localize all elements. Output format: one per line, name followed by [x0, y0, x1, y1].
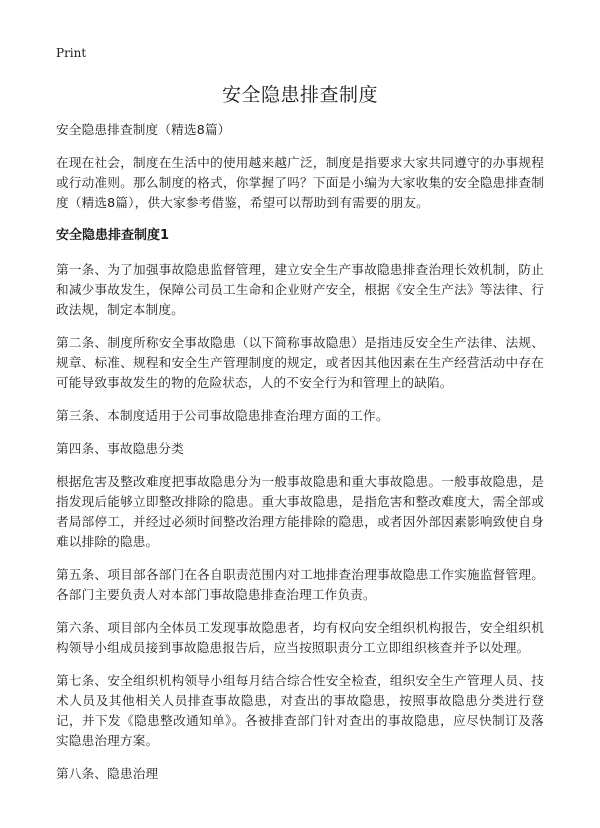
section-heading: 安全隐患排查制度1 [56, 228, 170, 243]
article-paragraph: 第二条、制度所称安全事故隐患（以下简称事故隐患）是指违反安全生产法律、法规、规章、标准、规程和安全生产管理制度的规定，或者因其他因素在生产经营活动中存在可能导致事故发生的物的危险状态，人的不安全行为和管理上的缺陷。 [56, 335, 544, 390]
document-subtitle: 安全隐患排查制度（精选8篇） [56, 122, 231, 137]
article-paragraph: 第五条、项目部各部门在各自职责范围内对工地排查治理事故隐患工作实施监督管理。各部门主要负责人对本部门事故隐患排查治理工作负责。 [56, 567, 544, 602]
intro-paragraph: 在现在社会，制度在生活中的使用越来越广泛，制度是指要求大家共同遵守的办事规程或行动准则。那么制度的格式，你掌握了吗？下面是小编为大家收集的安全隐患排查制度（精选8篇），供大家参考借鉴，希望可以帮助到有需要的朋友。 [56, 155, 544, 210]
article-paragraph: 根据危害及整改难度把事故隐患分为一般事故隐患和重大事故隐患。一般事故隐患，是指发现后能够立即整改排除的隐患。重大事故隐患，是指危害和整改难度大，需全部或者局部停工，并经过必须时间整改治理方能排除的隐患，或者因外部因素影响致使自身难以排除的隐患。 [56, 474, 544, 549]
print-link[interactable]: Print [56, 46, 87, 60]
article-paragraph: 第七条、安全组织机构领导小组每月结合综合性安全检查，组织安全生产管理人员、技术人员及其他相关人员排查事故隐患，对查出的事故隐患，按照事故隐患分类进行登记，并下发《隐患整改通知单》。各被排查部门针对查出的事故隐患，应尽快制订及落实隐患治理方案。 [56, 673, 544, 748]
article-paragraph: 第八条、隐患治理 [56, 766, 159, 781]
article-paragraph: 第一条、为了加强事故隐患监督管理，建立安全生产事故隐患排查治理长效机制，防止和减少事故发生，保障公司员工生命和企业财产安全，根据《安全生产法》等法律、行政法规，制定本制度。 [56, 262, 544, 317]
article-paragraph: 第六条、项目部内全体员工发现事故隐患者，均有权向安全组织机构报告，安全组织机构领导小组成员接到事故隐患报告后，应当按照职责分工立即组织核查并予以处理。 [56, 620, 544, 655]
document-body [56, 120, 544, 797]
page-title: 安全隐患排查制度 [221, 84, 378, 106]
article-paragraph: 第三条、本制度适用于公司事故隐患排查治理方面的工作。 [56, 408, 389, 423]
article-paragraph: 第四条、事故隐患分类 [56, 441, 184, 456]
